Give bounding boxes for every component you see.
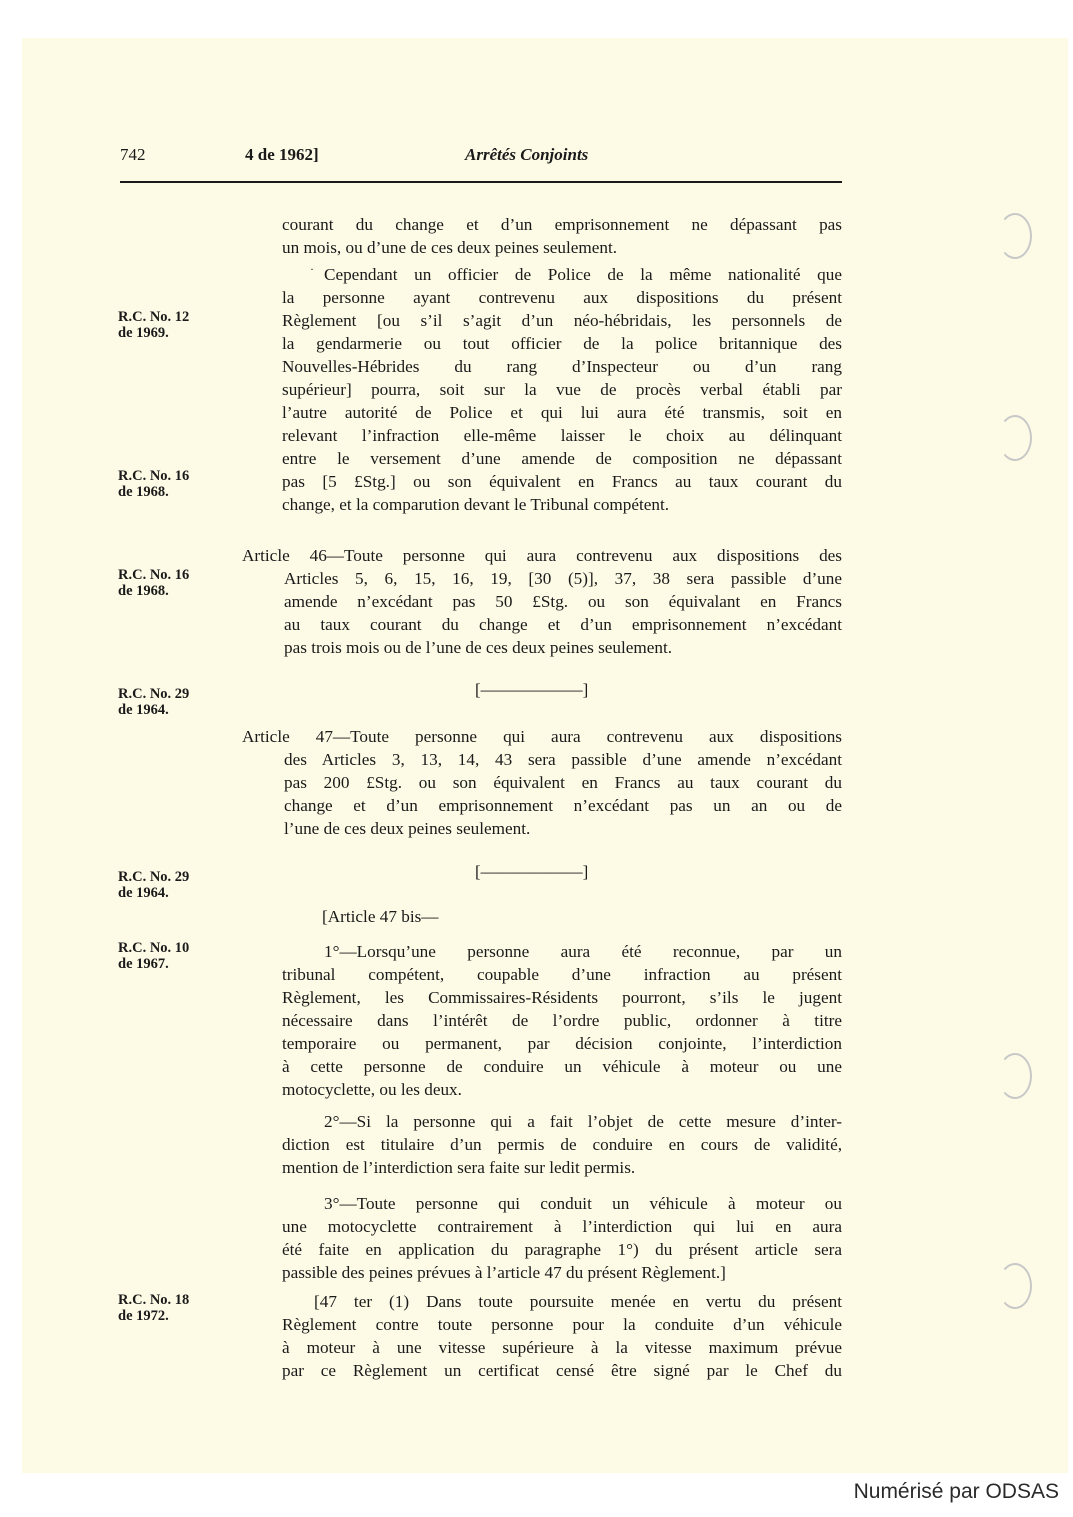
margin-note: R.C. No. 16 de 1968. [118, 468, 190, 500]
running-header [120, 145, 842, 169]
header-rule [120, 181, 842, 183]
punch-hole [998, 1053, 1032, 1099]
margin-note: R.C. No. 12 de 1969. [118, 309, 190, 341]
deletion-mark: [——————] [475, 680, 589, 699]
header-year-ref: 4 de 1962] [245, 145, 319, 164]
margin-note: R.C. No. 16 de 1968. [118, 567, 190, 599]
cependant-paragraph: Cependant un officier de Police de la même nationalité que la personne ayant contrevenu aux dispositions du présent Règlement [ou s’il s’agit d’un néo-hébridais, les personnels de la gendarmerie ou tout officier de la police britannique des Nouvelles-Hébrides du rang d’Inspecteur ou d’un rang supérieur] pourra, soit sur la vue de procès verbal établi par l’autre autorité de Police et qui lui aura été transmis, soit en relevant l’infraction elle-même laisser le choix au délinquant entre le versement d’une amende de composition ne dépassant pas [5 £Stg.] ou son équivalent en Francs au taux courant du change, et la comparution devant le Tribunal compétent. [282, 265, 842, 514]
article-47-bis-heading: [Article 47 bis— [322, 907, 439, 926]
margin-note: R.C. No. 29 de 1964. [118, 686, 190, 718]
punch-hole [998, 415, 1032, 461]
stray-mark: · [310, 262, 314, 276]
continued-paragraph: courant du change et d’un emprisonnement ne dépassant pas un mois, ou d’une de ces deux peines seulement. [282, 215, 842, 257]
digitization-credit: Numérisé par ODSAS [853, 1480, 1059, 1503]
margin-note: R.C. No. 29 de 1964. [118, 869, 190, 901]
paragraph-3: 3°—Toute personne qui conduit un véhicule à moteur ou une motocyclette contrairement à l’interdiction qui lui en aura été faite en application du paragraphe 1°) du présent article sera passible des peines prévues à l’article 47 du présent Règlement.] [282, 1194, 842, 1282]
margin-note: R.C. No. 10 de 1967. [118, 940, 190, 972]
paragraph-2: 2°—Si la personne qui a fait l’objet de cette mesure d’inter- diction est titulaire d’un permis de conduire en cours de validité, mention de l’interdiction sera faite sur ledit permis. [282, 1112, 842, 1177]
page-number: 742 [120, 145, 146, 164]
paragraph-47-ter: [47 ter (1) Dans toute poursuite menée en vertu du présent Règlement contre toute personne pour la conduite d’un véhicule à moteur à une vitesse supérieure à la vitesse maximum prévue par ce Règlement un certificat censé être signé par le Chef du [282, 1292, 842, 1380]
header-title: Arrêtés Conjoints [465, 145, 589, 164]
article-46: Article 46—Toute personne qui aura contrevenu aux dispositions des Articles 5, 6, 15, 16, 19, [30 (5)], 37, 38 sera passible d’une amende n’excédant pas 50 £Stg. ou son équivalant en Francs au taux courant du change et d’un emprisonnement n’excédant pas trois mois ou de l’une de ces deux peines seulement. [242, 546, 842, 657]
punch-hole [998, 1263, 1032, 1309]
article-47: Article 47—Toute personne qui aura contrevenu aux dispositions des Articles 3, 13, 14, 43 sera passible d’une amende n’excédant pas 200 £Stg. ou son équivalent en Francs au taux courant du change et d’un emprisonnement n’excédant pas un an ou de l’une de ces deux peines seulement. [242, 727, 842, 838]
margin-note: R.C. No. 18 de 1972. [118, 1292, 190, 1324]
deletion-mark: [——————] [475, 862, 589, 881]
punch-hole [998, 213, 1032, 259]
paragraph-1: 1°—Lorsqu’une personne aura été reconnue, par un tribunal compétent, coupable d’une infraction au présent Règlement, les Commissaires-Résidents pourront, s’ils le jugent nécessaire dans l’intérêt de l’ordre public, ordonner à titre temporaire ou permanent, par décision conjointe, l’interdiction à cette personne de conduire un véhicule à moteur ou une motocyclette, ou les deux. [282, 942, 842, 1099]
